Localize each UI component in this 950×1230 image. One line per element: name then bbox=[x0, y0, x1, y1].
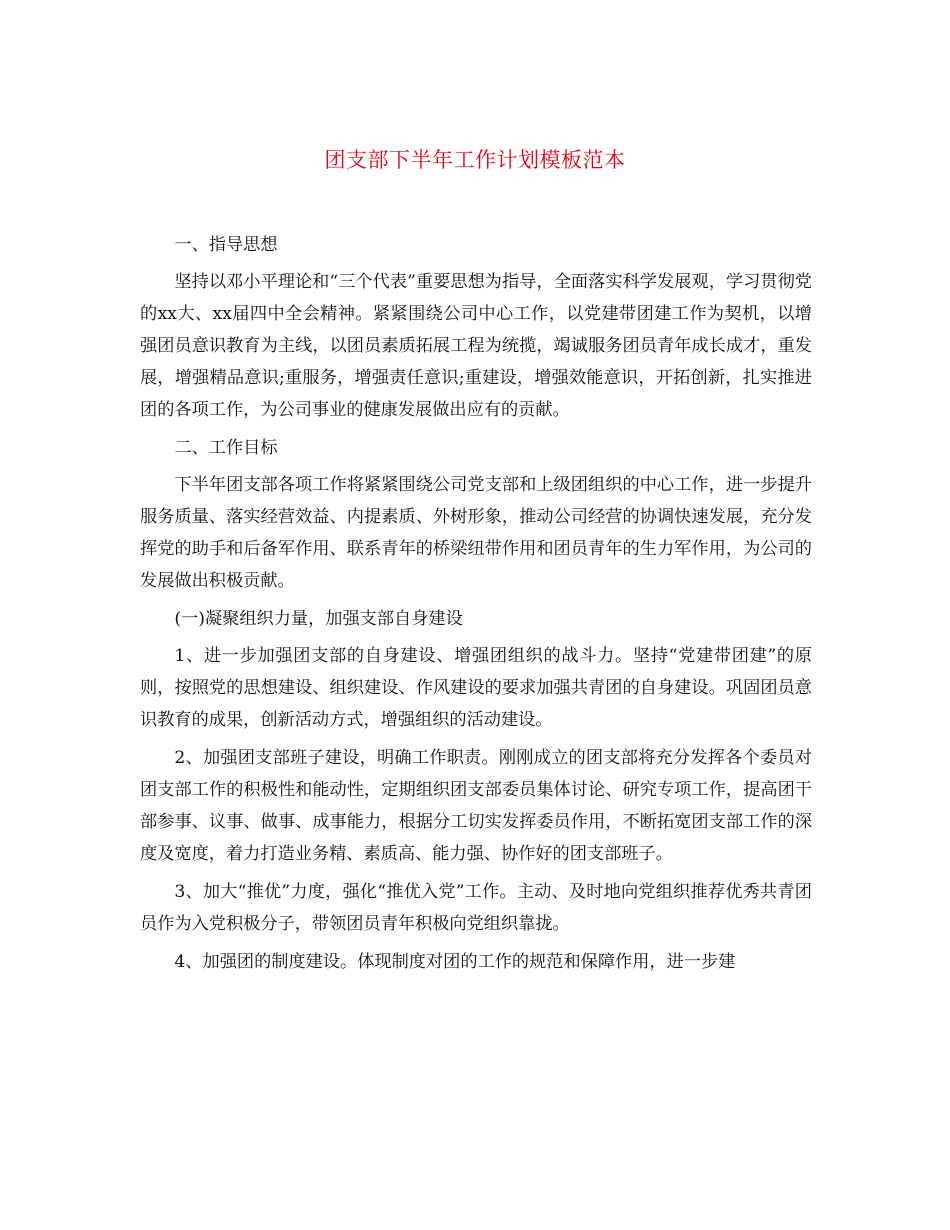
paragraph-work-goals: 下半年团支部各项工作将紧紧围绕公司党支部和上级团组织的中心工作，进一步提升服务质量、落实经营效益、内提素质、外树形象，推动公司经营的协调快速发展，充分发挥党的助手和后备军作用、联系青年的桥梁纽带作用和团员青年的生力军作用，为公司的发展做出积极贡献。 bbox=[140, 475, 812, 591]
paragraph-item-3: 3、加大“推优”力度，强化“推优入党”工作。主动、及时地向党组织推荐优秀共青团员作为入党积极分子，带领团员青年积极向党组织靠拢。 bbox=[140, 882, 812, 934]
paragraph-guiding-ideology: 坚持以邓小平理论和“三个代表”重要思想为指导，全面落实科学发展观，学习贯彻党的xx大、xx届四中全会精神。紧紧围绕公司中心工作，以党建带团建工作为契机，以增强团员意识教育为主线，以团员素质拓展工程为统揽，竭诚服务团员青年成长成才，重发展，增强精品意识;重服务，增强责任意识;重建设，增强效能意识，开拓创新，扎实推进团的各项工作，为公司事业的健康发展做出应有的贡献。 bbox=[140, 272, 812, 420]
document-title: 团支部下半年工作计划模板范本 bbox=[324, 148, 626, 172]
document-body bbox=[140, 229, 812, 984]
section-heading-work-goals: 二、工作目标 bbox=[174, 438, 278, 458]
section-heading-guiding-ideology: 一、指导思想 bbox=[174, 235, 278, 255]
paragraph-item-4: 4、加强团的制度建设。体现制度对团的工作的规范和保障作用，进一步建 bbox=[174, 952, 736, 972]
paragraph-item-1: 1、进一步加强团支部的自身建设、增强团组织的战斗力。坚持“党建带团建”的原则，按照党的思想建设、组织建设、作风建设的要求加强共青团的自身建设。巩固团员意识教育的成果，创新活动方式，增强组织的活动建设。 bbox=[140, 646, 812, 730]
paragraph-item-2: 2、加强团支部班子建设，明确工作职责。刚刚成立的团支部将充分发挥各个委员对团支部工作的积极性和能动性，定期组织团支部委员集体讨论、研究专项工作，提高团干部参事、议事、做事、成事能力，根据分工切实发挥委员作用，不断拓宽团支部工作的深度及宽度，着力打造业务精、素质高、能力强、协作好的团支部班子。 bbox=[140, 748, 812, 864]
subsection-heading-organization: (一)凝聚组织力量，加强支部自身建设 bbox=[174, 609, 463, 629]
